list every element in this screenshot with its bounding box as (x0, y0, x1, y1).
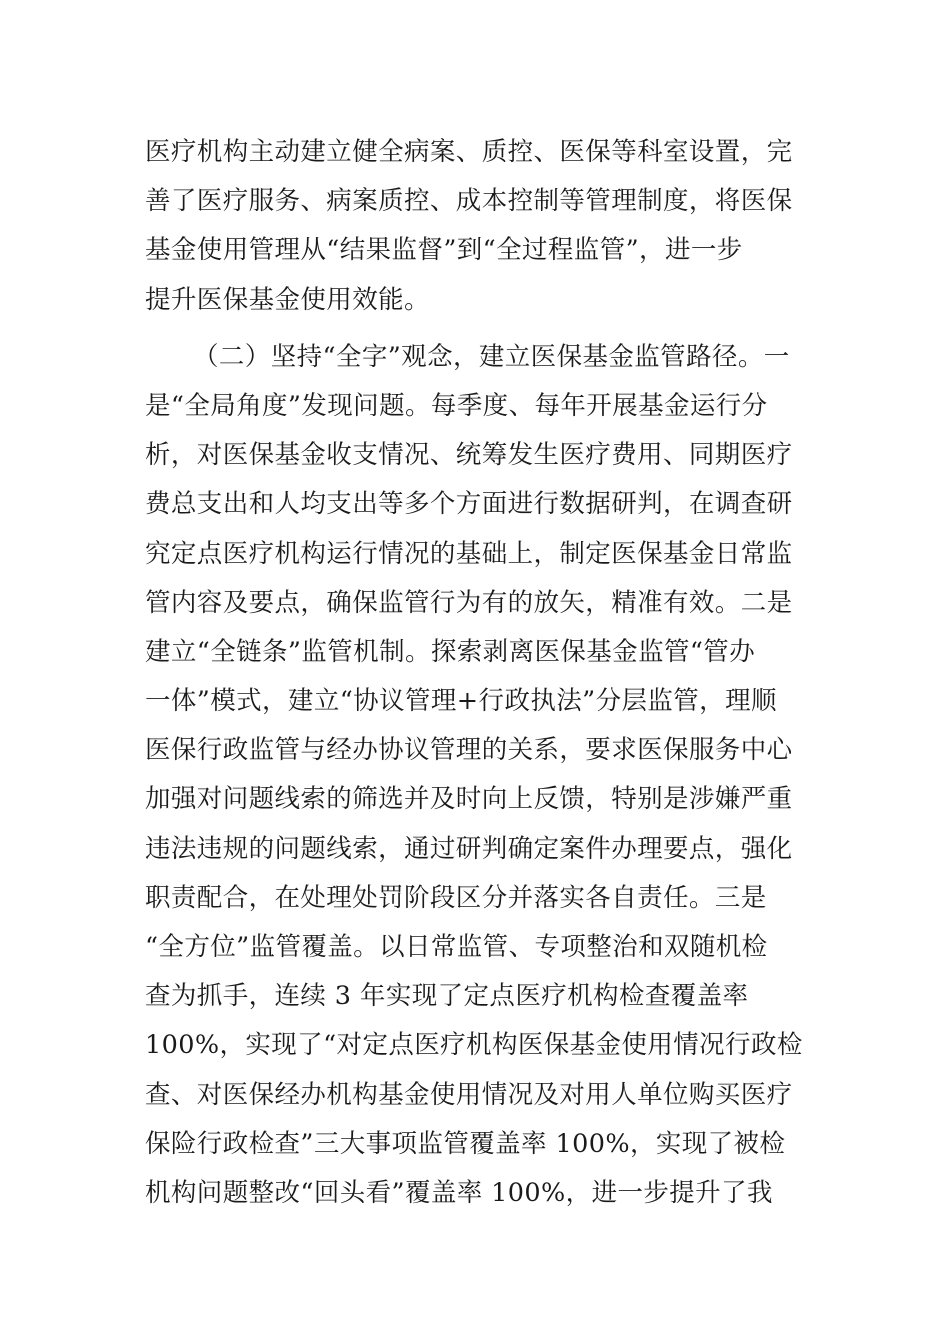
text-line: 究定点医疗机构运行情况的基础上，制定医保基金日常监 (145, 538, 793, 569)
text-line: 一体”模式，建立“协议管理+行政执法”分层监管，理顺 (145, 686, 777, 717)
text-line: 析，对医保基金收支情况、统筹发生医疗费用、同期医疗 (145, 440, 793, 471)
text-line: 违法违规的问题线索，通过研判确定案件办理要点，强化 (145, 833, 793, 864)
text-line: 保险行政检查”三大事项监管覆盖率 100%，实现了被检 (145, 1128, 786, 1159)
text-line: 是“全局角度”发现问题。每季度、每年开展基金运行分 (145, 390, 768, 421)
text-line: 100%，实现了“对定点医疗机构医保基金使用情况行政检 (145, 1030, 803, 1061)
text-line: 职责配合，在处理处罚阶段区分并落实各自责任。三是 (145, 882, 767, 913)
text-line: 医保行政监管与经办协议管理的关系，要求医保服务中心 (145, 735, 793, 766)
paragraph-2 (145, 333, 805, 1218)
text-line: 费总支出和人均支出等多个方面进行数据研判，在调查研 (145, 489, 793, 520)
text-line: 提升医保基金使用效能。 (145, 284, 430, 315)
paragraph-gap (145, 325, 805, 333)
body-text (145, 128, 805, 1218)
text-line: 加强对问题线索的筛选并及时向上反馈，特别是涉嫌严重 (145, 784, 793, 815)
text-line: “全方位”监管覆盖。以日常监管、专项整治和双随机检 (145, 932, 768, 962)
text-line: 机构问题整改“回头看”覆盖率 100%，进一步提升了我 (145, 1177, 773, 1208)
text-line: 建立“全链条”监管机制。探索剥离医保基金监管“管办 (145, 636, 756, 667)
text-line: 善了医疗服务、病案质控、成本控制等管理制度，将医保 (145, 186, 793, 217)
text-line: 查、对医保经办机构基金使用情况及对用人单位购买医疗 (145, 1079, 793, 1110)
text-line: （二）坚持“全字”观念，建立医保基金监管路径。一 (193, 341, 790, 372)
text-line: 基金使用管理从“结果监督”到“全过程监管”，进一步 (145, 235, 743, 266)
text-line: 查为抓手，连续 3 年实现了定点医疗机构检查覆盖率 (145, 981, 749, 1012)
text-line: 管内容及要点，确保监管行为有的放矢，精准有效。二是 (145, 587, 793, 618)
text-line: 医疗机构主动建立健全病案、质控、医保等科室设置，完 (145, 137, 793, 167)
paragraph-1 (145, 128, 805, 325)
